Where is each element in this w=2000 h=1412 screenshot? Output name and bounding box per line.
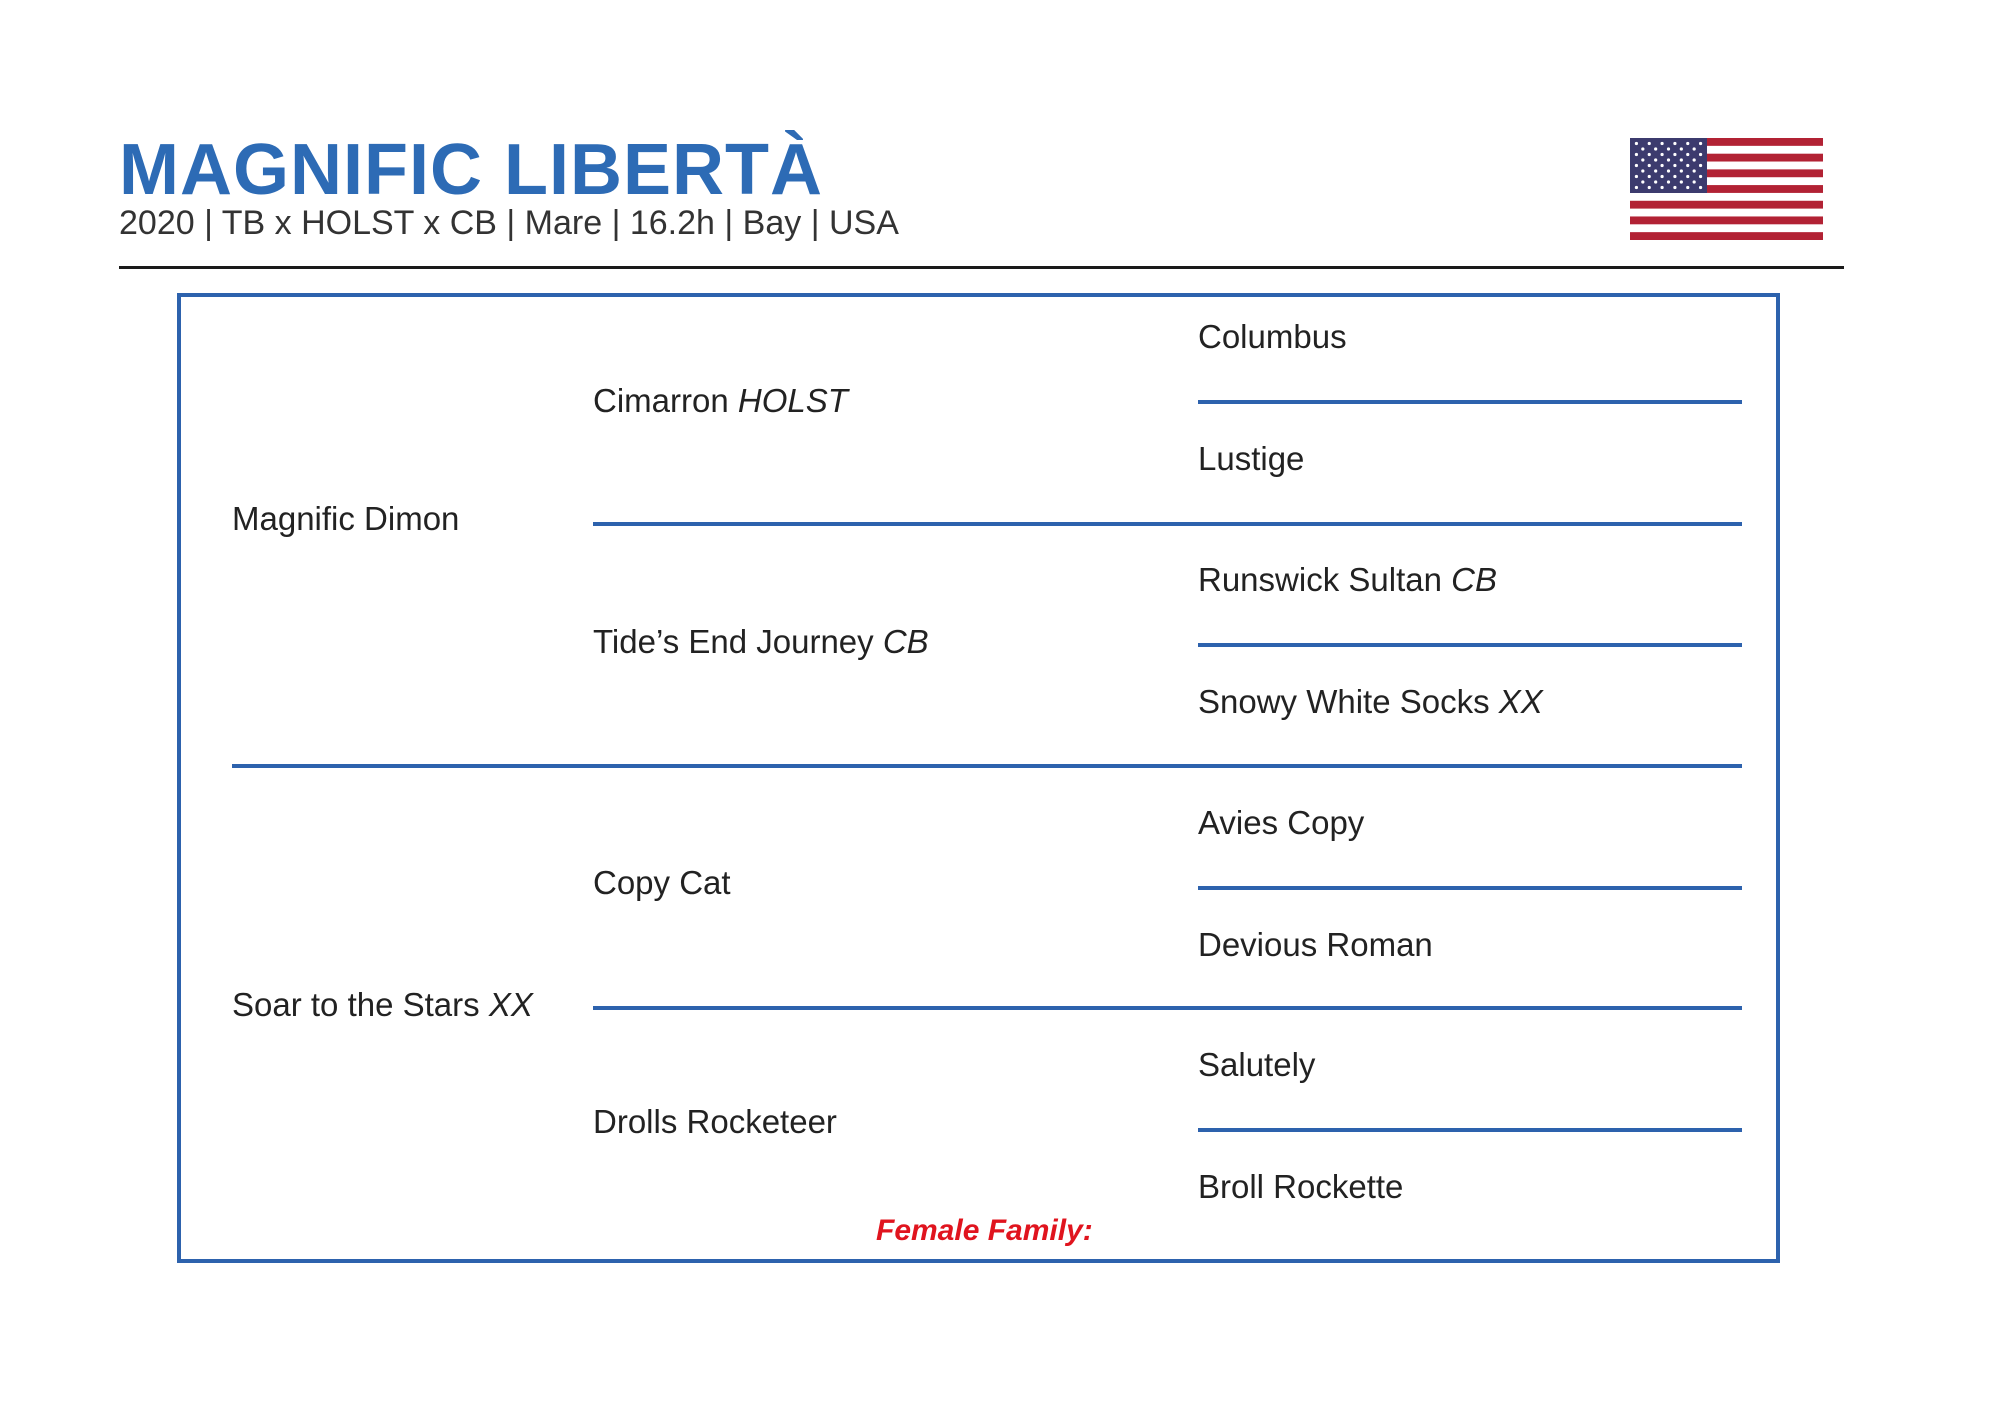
horse-name-title: MAGNIFIC LIBERTÀ bbox=[119, 130, 823, 210]
generation-3-separator bbox=[1198, 400, 1742, 404]
generation-2-separator bbox=[593, 1006, 1742, 1010]
generation-3-separator bbox=[1198, 886, 1742, 890]
great-grandparent-name: Runswick Sultan CB bbox=[1198, 561, 1497, 598]
female-family-label: Female Family: bbox=[876, 1214, 1093, 1247]
dam-dam-name: Drolls Rocketeer bbox=[593, 1103, 837, 1140]
header-divider bbox=[119, 266, 1844, 269]
sire-dam-name: Tide’s End Journey CB bbox=[593, 623, 929, 660]
generation-3-separator bbox=[1198, 1128, 1742, 1132]
usa-flag-icon bbox=[1630, 138, 1823, 240]
great-grandparent-name: Broll Rockette bbox=[1198, 1168, 1404, 1205]
generation-1-separator bbox=[232, 764, 1742, 768]
sire-name: Magnific Dimon bbox=[232, 500, 460, 537]
pedigree-frame bbox=[177, 293, 1780, 1263]
horse-details-subtitle: 2020 | TB x HOLST x CB | Mare | 16.2h | Bay | USA bbox=[119, 204, 899, 242]
great-grandparent-name: Devious Roman bbox=[1198, 926, 1433, 963]
great-grandparent-name: Snowy White Socks XX bbox=[1198, 683, 1543, 720]
generation-2-separator bbox=[593, 522, 1742, 526]
great-grandparent-name: Salutely bbox=[1198, 1046, 1316, 1083]
great-grandparent-name: Avies Copy bbox=[1198, 804, 1365, 841]
sire-sire-name: Cimarron HOLST bbox=[593, 382, 848, 419]
dam-name: Soar to the Stars XX bbox=[232, 986, 533, 1023]
generation-3-separator bbox=[1198, 643, 1742, 647]
great-grandparent-name: Lustige bbox=[1198, 440, 1305, 477]
dam-sire-name: Copy Cat bbox=[593, 864, 731, 901]
great-grandparent-name: Columbus bbox=[1198, 318, 1347, 355]
